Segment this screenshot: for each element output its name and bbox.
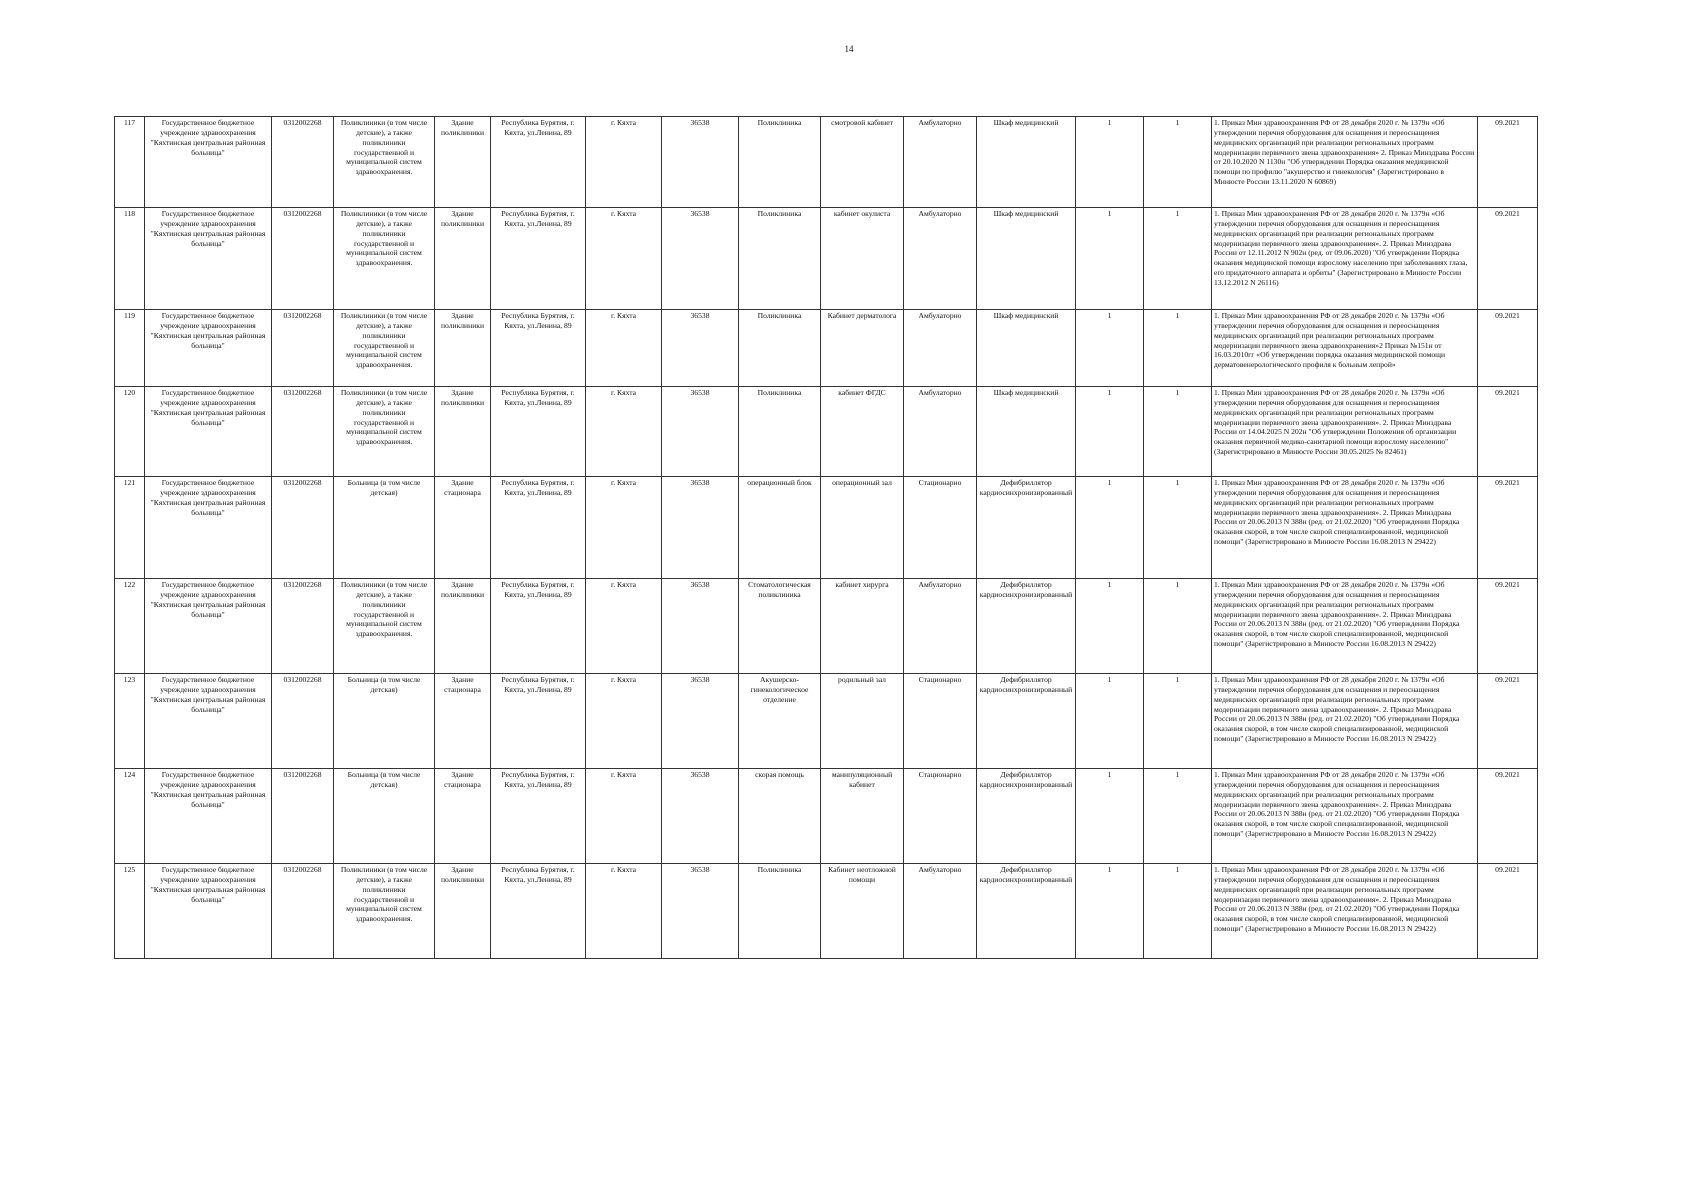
legal-basis-cell: 1. Приказ Мин здравоохранения РФ от 28 декабря 2020 г. № 1379н «Об утверждении перечня оборудования для оснащения и переоснащения медицинских организаций при реализации региональных программ модернизации первичного звена здравоохранения». 2. Приказ Минздрава России от 20.06.2013 N 388н (ред. от 21.02.2020) "Об утверждении Порядка оказания скорой, в том числе скорой специализированной, медицинской помощи" (Зарегистрировано в Минюсте России 16.08.2013 N 29422) [1212,769,1478,864]
code-cell: 36538 [662,864,739,959]
quantity-cell: 1 [1076,477,1144,579]
facility-type-cell: Поликлиники (в том числе детские), а также поликлиники государственной и муниципальной систем здравоохранения. [334,387,435,477]
address-cell: Республика Бурятия, г. Кяхта, ул.Ленина, 89 [491,208,586,310]
care-type-cell: Амбулаторно [904,864,977,959]
inn-cell: 0312002268 [272,208,334,310]
care-type-cell: Амбулаторно [904,208,977,310]
quantity-cell: 1 [1144,769,1212,864]
organization-cell: Государственное бюджетное учреждение здравоохранения "Кяхтинская центральная районная больница" [145,208,272,310]
quantity-cell: 1 [1076,208,1144,310]
address-cell: Республика Бурятия, г. Кяхта, ул.Ленина, 89 [491,117,586,208]
organization-cell: Государственное бюджетное учреждение здравоохранения "Кяхтинская центральная районная больница" [145,117,272,208]
code-cell: 36538 [662,310,739,387]
building-cell: Здание поликлиники [435,310,491,387]
room-cell: смотровой кабинет [821,117,904,208]
facility-type-cell: Поликлиники (в том числе детские), а также поликлиники государственной и муниципальной систем здравоохранения. [334,208,435,310]
inn-cell: 0312002268 [272,117,334,208]
room-cell: Кабинет неотложной помощи [821,864,904,959]
unit-cell: Поликлиника [739,310,821,387]
quantity-cell: 1 [1144,674,1212,769]
inn-cell: 0312002268 [272,579,334,674]
quantity-cell: 1 [1144,579,1212,674]
row-number-cell: 122 [115,579,145,674]
equipment-cell: Дефибриллятор кардиосинхронизированный [977,769,1076,864]
city-cell: г. Кяхта [586,769,662,864]
building-cell: Здание поликлиники [435,387,491,477]
inn-cell: 0312002268 [272,477,334,579]
date-cell: 09.2021 [1478,864,1538,959]
equipment-cell: Шкаф медицинский [977,387,1076,477]
care-type-cell: Амбулаторно [904,117,977,208]
date-cell: 09.2021 [1478,117,1538,208]
legal-basis-cell: 1. Приказ Мин здравоохранения РФ от 28 декабря 2020 г. № 1379н «Об утверждении перечня оборудования для оснащения и переоснащения медицинских организаций при реализации региональных программ модернизации первичного звена здравоохранения». 2. Приказ Минздрава России от 14.04.2025 N 202н "Об утверждении Положения об организации оказания первичной медико-санитарной помощи взрослому населению" (Зарегистрировано в Минюсте России 30.05.2025 № 82461) [1212,387,1478,477]
address-cell: Республика Бурятия, г. Кяхта, ул.Ленина, 89 [491,310,586,387]
code-cell: 36538 [662,117,739,208]
care-type-cell: Стационарно [904,674,977,769]
room-cell: кабинет ФГДС [821,387,904,477]
building-cell: Здание поликлиники [435,117,491,208]
address-cell: Республика Бурятия, г. Кяхта, ул.Ленина, 89 [491,674,586,769]
legal-basis-cell: 1. Приказ Мин здравоохранения РФ от 28 декабря 2020 г. № 1379н «Об утверждении перечня оборудования для оснащения и переоснащения медицинских организаций при реализации региональных программ модернизации первичного звена здравоохранения». 2. Приказ Минздрава России от 20.06.2013 N 388н (ред. от 21.02.2020) "Об утверждении Порядка оказания скорой, в том числе скорой специализированной, медицинской помощи" (Зарегистрировано в Минюсте России 16.08.2013 N 29422) [1212,674,1478,769]
quantity-cell: 1 [1144,117,1212,208]
room-cell: манипуляционный кабинет [821,769,904,864]
address-cell: Республика Бурятия, г. Кяхта, ул.Ленина, 89 [491,864,586,959]
city-cell: г. Кяхта [586,310,662,387]
quantity-cell: 1 [1076,769,1144,864]
table-row [115,477,1538,579]
equipment-cell: Дефибриллятор кардиосинхронизированный [977,579,1076,674]
equipment-cell: Дефибриллятор кардиосинхронизированный [977,864,1076,959]
quantity-cell: 1 [1076,674,1144,769]
row-number-cell: 119 [115,310,145,387]
care-type-cell: Стационарно [904,769,977,864]
row-number-cell: 124 [115,769,145,864]
table-row [115,864,1538,959]
table-row [115,208,1538,310]
table-row [115,769,1538,864]
date-cell: 09.2021 [1478,477,1538,579]
quantity-cell: 1 [1076,310,1144,387]
date-cell: 09.2021 [1478,674,1538,769]
table-row [115,579,1538,674]
equipment-cell: Дефибриллятор кардиосинхронизированный [977,477,1076,579]
unit-cell: Поликлиника [739,864,821,959]
building-cell: Здание поликлиники [435,864,491,959]
organization-cell: Государственное бюджетное учреждение здравоохранения "Кяхтинская центральная районная больница" [145,310,272,387]
city-cell: г. Кяхта [586,477,662,579]
care-type-cell: Амбулаторно [904,310,977,387]
organization-cell: Государственное бюджетное учреждение здравоохранения "Кяхтинская центральная районная больница" [145,579,272,674]
building-cell: Здание стационара [435,477,491,579]
care-type-cell: Амбулаторно [904,387,977,477]
legal-basis-cell: 1. Приказ Мин здравоохранения РФ от 28 декабря 2020 г. № 1379н «Об утверждении перечня оборудования для оснащения и переоснащения медицинских организаций при реализации региональных программ модернизации первичного звена здравоохранения»2 Приказ №151н от 16.03.2010гг «Об утверждении порядка оказания медицинской помощи дерматовенерологического профиля к больным лепрой» [1212,310,1478,387]
address-cell: Республика Бурятия, г. Кяхта, ул.Ленина, 89 [491,477,586,579]
legal-basis-cell: 1. Приказ Мин здравоохранения РФ от 28 декабря 2020 г. № 1379н «Об утверждении перечня оборудования для оснащения и переоснащения медицинских организаций при реализации региональных программ модернизации первичного звена здравоохранения». 2. Приказ Минздрава России от 20.06.2013 N 388н (ред. от 21.02.2020) "Об утверждении Порядка оказания скорой, в том числе скорой специализированной, медицинской помощи" (Зарегистрировано в Минюсте России 16.08.2013 N 29422) [1212,864,1478,959]
room-cell: Кабинет дерматолога [821,310,904,387]
date-cell: 09.2021 [1478,310,1538,387]
facility-type-cell: Больница (в том числе детская) [334,769,435,864]
date-cell: 09.2021 [1478,208,1538,310]
code-cell: 36538 [662,769,739,864]
row-number-cell: 121 [115,477,145,579]
equipment-cell: Шкаф медицинский [977,208,1076,310]
equipment-cell: Шкаф медицинский [977,117,1076,208]
care-type-cell: Стационарно [904,477,977,579]
equipment-cell: Дефибриллятор кардиосинхронизированный [977,674,1076,769]
quantity-cell: 1 [1144,864,1212,959]
facility-type-cell: Больница (в том числе детская) [334,674,435,769]
quantity-cell: 1 [1144,310,1212,387]
room-cell: операционный зал [821,477,904,579]
building-cell: Здание стационара [435,674,491,769]
quantity-cell: 1 [1076,387,1144,477]
inn-cell: 0312002268 [272,769,334,864]
date-cell: 09.2021 [1478,579,1538,674]
quantity-cell: 1 [1076,579,1144,674]
row-number-cell: 118 [115,208,145,310]
building-cell: Здание поликлиники [435,208,491,310]
quantity-cell: 1 [1076,117,1144,208]
room-cell: кабинет хирурга [821,579,904,674]
table-row [115,674,1538,769]
city-cell: г. Кяхта [586,387,662,477]
legal-basis-cell: 1. Приказ Мин здравоохранения РФ от 28 декабря 2020 г. № 1379н «Об утверждении перечня оборудования для оснащения и переоснащения медицинских организаций при реализации региональных программ модернизации первичного звена здравоохранения». 2. Приказ Минздрава России от 12.11.2012 N 902н (ред. от 09.06.2020) "Об утверждении Порядка оказания медицинской помощи взрослому населению при заболеваниях глаза, его придаточного аппарата и орбиты" (Зарегистрировано в Минюсте России 13.12.2012 N 26116) [1212,208,1478,310]
quantity-cell: 1 [1144,208,1212,310]
organization-cell: Государственное бюджетное учреждение здравоохранения "Кяхтинская центральная районная больница" [145,769,272,864]
facility-type-cell: Поликлиники (в том числе детские), а также поликлиники государственной и муниципальной систем здравоохранения. [334,864,435,959]
organization-cell: Государственное бюджетное учреждение здравоохранения "Кяхтинская центральная районная больница" [145,864,272,959]
facility-type-cell: Поликлиники (в том числе детские), а также поликлиники государственной и муниципальной систем здравоохранения. [334,310,435,387]
facility-type-cell: Больница (в том числе детская) [334,477,435,579]
table-row [115,310,1538,387]
address-cell: Республика Бурятия, г. Кяхта, ул.Ленина, 89 [491,769,586,864]
page-number: 14 [844,44,854,54]
table-row [115,117,1538,208]
code-cell: 36538 [662,477,739,579]
city-cell: г. Кяхта [586,579,662,674]
table-row [115,387,1538,477]
city-cell: г. Кяхта [586,674,662,769]
organization-cell: Государственное бюджетное учреждение здравоохранения "Кяхтинская центральная районная больница" [145,674,272,769]
organization-cell: Государственное бюджетное учреждение здравоохранения "Кяхтинская центральная районная больница" [145,477,272,579]
building-cell: Здание стационара [435,769,491,864]
city-cell: г. Кяхта [586,208,662,310]
row-number-cell: 125 [115,864,145,959]
organization-cell: Государственное бюджетное учреждение здравоохранения "Кяхтинская центральная районная больница" [145,387,272,477]
equipment-registry-table [114,116,1538,959]
room-cell: родильный зал [821,674,904,769]
unit-cell: Поликлиника [739,387,821,477]
inn-cell: 0312002268 [272,310,334,387]
unit-cell: Стоматологическая поликлиника [739,579,821,674]
unit-cell: Поликлиника [739,117,821,208]
address-cell: Республика Бурятия, г. Кяхта, ул.Ленина, 89 [491,579,586,674]
unit-cell: скорая помощь [739,769,821,864]
unit-cell: операционный блок [739,477,821,579]
code-cell: 36538 [662,579,739,674]
date-cell: 09.2021 [1478,387,1538,477]
facility-type-cell: Поликлиники (в том числе детские), а также поликлиники государственной и муниципальной систем здравоохранения. [334,117,435,208]
address-cell: Республика Бурятия, г. Кяхта, ул.Ленина, 89 [491,387,586,477]
room-cell: кабинет окулиста [821,208,904,310]
inn-cell: 0312002268 [272,674,334,769]
city-cell: г. Кяхта [586,117,662,208]
legal-basis-cell: 1. Приказ Мин здравоохранения РФ от 28 декабря 2020 г. № 1379н «Об утверждении перечня оборудования для оснащения и переоснащения медицинских организаций при реализации региональных программ модернизации первичного звена здравоохранения». 2. Приказ Минздрава России от 20.06.2013 N 388н (ред. от 21.02.2020) "Об утверждении Порядка оказания скорой, в том числе скорой специализированной, медицинской помощи" (Зарегистрировано в Минюсте России 16.08.2013 N 29422) [1212,477,1478,579]
city-cell: г. Кяхта [586,864,662,959]
inn-cell: 0312002268 [272,387,334,477]
equipment-cell: Шкаф медицинский [977,310,1076,387]
facility-type-cell: Поликлиники (в том числе детские), а также поликлиники государственной и муниципальной систем здравоохранения. [334,579,435,674]
legal-basis-cell: 1. Приказ Мин здравоохранения РФ от 28 декабря 2020 г. № 1379н «Об утверждении перечня оборудования для оснащения и переоснащения медицинских организаций при реализации региональных программ модернизации первичного звена здравоохранения» 2. Приказ Минздрава России от 20.10.2020 N 1130н "Об утверждении Порядка оказания медицинской помощи по профилю "акушерство и гинекология" (Зарегистрировано в Минюсте России 13.11.2020 N 60869) [1212,117,1478,208]
legal-basis-cell: 1. Приказ Мин здравоохранения РФ от 28 декабря 2020 г. № 1379н «Об утверждении перечня оборудования для оснащения и переоснащения медицинских организаций при реализации региональных программ модернизации первичного звена здравоохранения». 2. Приказ Минздрава России от 20.06.2013 N 388н (ред. от 21.02.2020) "Об утверждении Порядка оказания скорой, в том числе скорой специализированной, медицинской помощи" (Зарегистрировано в Минюсте России 16.08.2013 N 29422) [1212,579,1478,674]
unit-cell: Поликлиника [739,208,821,310]
inn-cell: 0312002268 [272,864,334,959]
code-cell: 36538 [662,208,739,310]
care-type-cell: Амбулаторно [904,579,977,674]
row-number-cell: 123 [115,674,145,769]
quantity-cell: 1 [1144,477,1212,579]
quantity-cell: 1 [1144,387,1212,477]
row-number-cell: 117 [115,117,145,208]
date-cell: 09.2021 [1478,769,1538,864]
code-cell: 36538 [662,674,739,769]
code-cell: 36538 [662,387,739,477]
row-number-cell: 120 [115,387,145,477]
unit-cell: Акушерско-гинекологическое отделение [739,674,821,769]
building-cell: Здание поликлиники [435,579,491,674]
quantity-cell: 1 [1076,864,1144,959]
